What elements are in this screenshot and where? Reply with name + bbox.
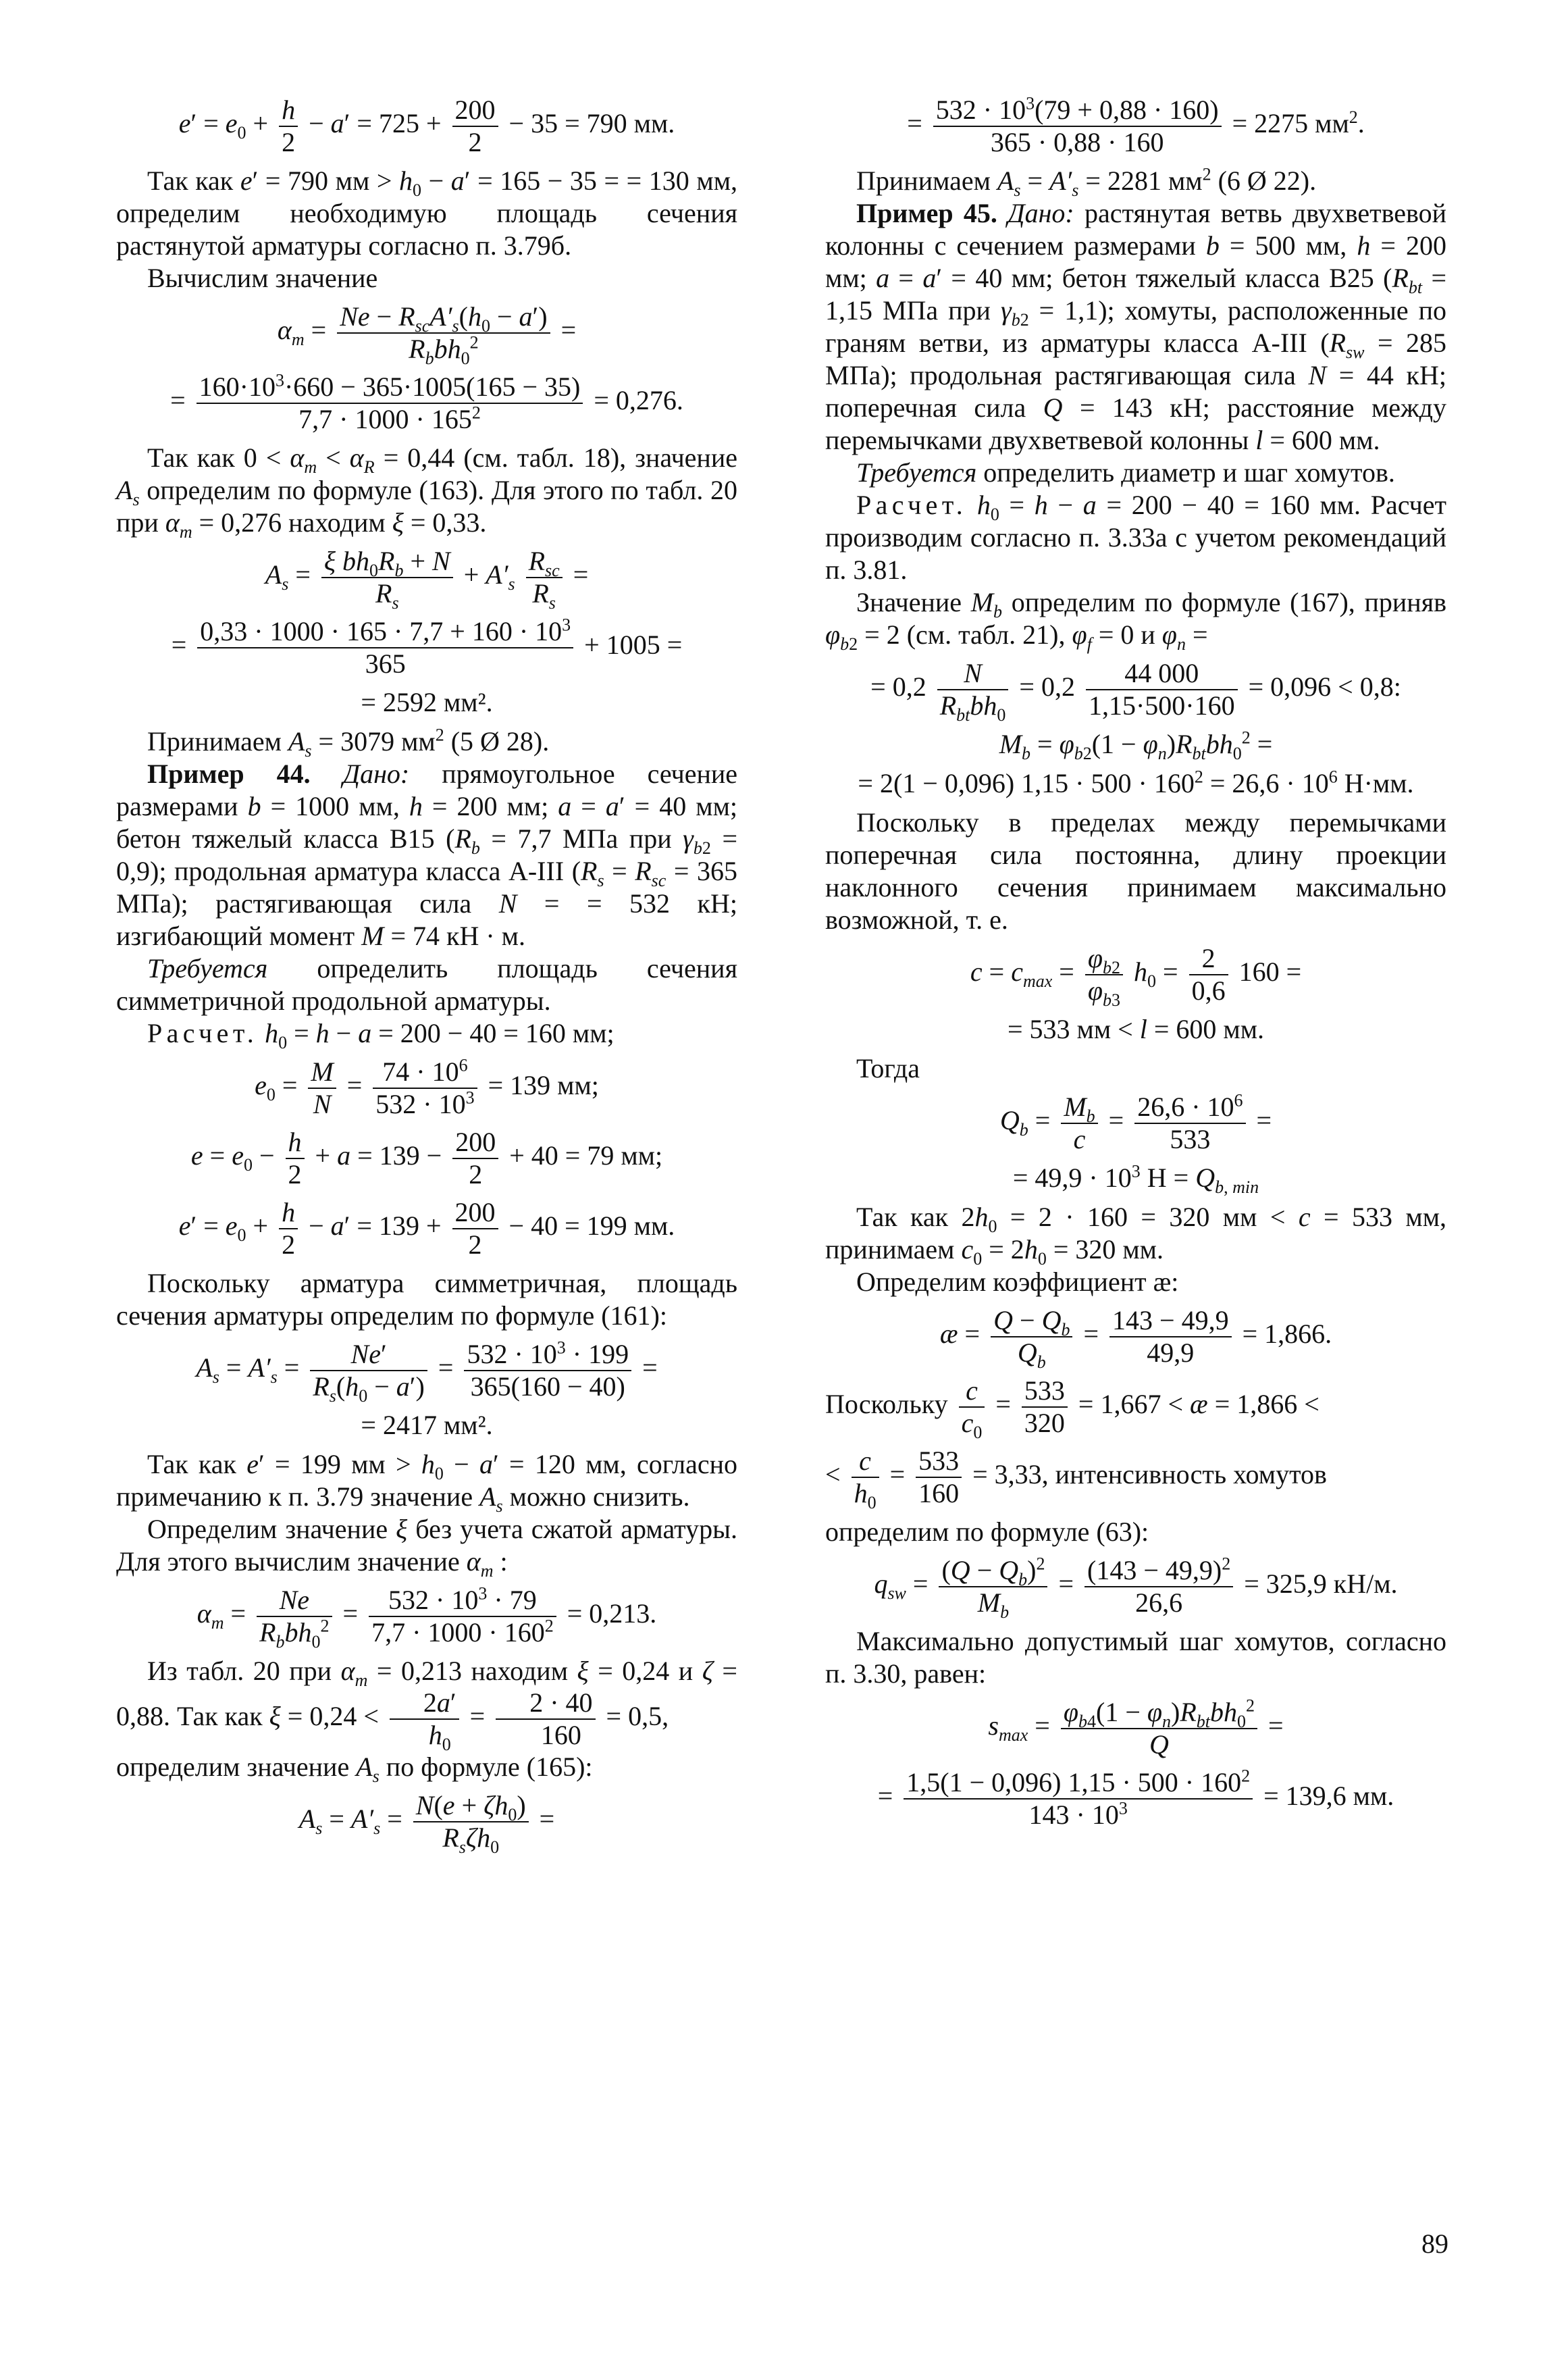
as-161-formula: $A_s = A'_s$ = $\frac{Ne'}{R_s(h_0 - a')}$ = $\frac{532 \cdot 10^3 \cdot 199}{365(160 - 40)}$ = (196, 1337, 658, 1406)
left-paragraph-8: Из табл. 20 при $\alpha_m = 0,213$ находим ξ = 0,24 и ζ = 0,88. Так как ξ = 0,24 < $\frac{2a'}{h_0}$ = $\frac{2 \cdot 40}{160}$ = 0,5, (116, 1656, 737, 1754)
example-45-title: Пример 45. (856, 198, 997, 228)
smax-value: = $\frac{1,5(1 - 0,096) 1,15 \cdot 500 \cdot 160^2}{143 \cdot 10^3}$ = 139,6 мм. (877, 1766, 1394, 1830)
e-formula: $e = e_0$ − $\frac{h}{2}$ + a = 139 − $\frac{200}{2}$ + 40 = 79 мм; (190, 1127, 663, 1190)
left-paragraph-7: Определим значение ξ без учета сжатой арматуры. Для этого вычислим значение $\alpha_m$ : (116, 1514, 737, 1581)
mb-formula: $M_b = \varphi_{b2}(1 - \varphi_n)R_{bt}bh_0^2$ = (999, 728, 1273, 763)
example-44: Пример 44. Дано: прямоугольное сечение размерами b = 1000 мм, h = 200 мм; a = a′ = 40 мм; бетон тяжелый класса B15 ($R_b = 7,7$ МПа при $\gamma_{b2} = 0,9$); продольная арматура класса A-III ($R_s = R_{sc} = 365$ МПа); растягивающая сила N = = 532 кН; изгибающий момент M = 74 кН · м. (116, 759, 738, 951)
right-paragraph-4: Так как $2h_0 = 2 \cdot 160 = 320$ мм < c = 533 мм, принимаем $c_0 = 2h_0 = 320$ мм. (825, 1202, 1447, 1269)
example-44-calc: Расчет. $h_0 = h - a = 200 - 40 = 160$ мм; (147, 1018, 615, 1052)
e0-formula: $e_0$ = $\frac{M}{N}$ = $\frac{74 \cdot 10^6}{532 \cdot 10^3}$ = 139 мм; (255, 1055, 599, 1119)
example-45-required: Требуется определить диаметр и шаг хомутов. (856, 457, 1395, 488)
left-paragraph-4: Принимаем $A_s = 3079$ $мм^2$ (5 Ø 28). (147, 725, 550, 761)
right-paragraph-6: определим по формуле (63): (825, 1516, 1149, 1547)
example-45-calc: Расчет. $h_0 = h - a = 200 - 40 = 160$ мм. Расчет производим согласно п. 3.33а с учетом рекомендаций п. 3.81. (825, 490, 1447, 585)
left-paragraph-6: Так как e′ = 199 мм > $h_0 - a' = 120$ мм, согласно примечанию к п. 3.79 значение $A_s$ можно снизить. (116, 1449, 738, 1516)
c-formula: $c = c_{max}$ = $\frac{\varphi_{b2}}{\varphi_{b3}}$ $h_0$ = $\frac{2}{0,6}$ 160 = (970, 943, 1302, 1010)
left-paragraph-2: Вычислим значение (147, 263, 378, 293)
as-165-value: = $\frac{532 \cdot 10^3(79 + 0,88 \cdot 160)}{365 \cdot 0,88 \cdot 160}$ = 2275 $мм^2$. (907, 93, 1365, 157)
since-line: Поскольку $\frac{c}{c_0}$ = $\frac{533}{320}$ = 1,667 < æ = 1,866 < (825, 1375, 1319, 1442)
then-label: Тогда (856, 1053, 920, 1083)
mb-value: = 2(1 − 0,096) $1,15 \cdot 500 \cdot 160^2 = 26,6 \cdot 10^6$ Н·мм. (858, 767, 1414, 798)
phi-n-formula: = 0,2 $\frac{N}{R_{bt}bh_0}$ = 0,2 $\frac{44 000}{1,15\cdot 500\cdot 160}$ = 0,096 < 0,8: (870, 658, 1401, 725)
left-paragraph-3: Так как $0 < \alpha_m < \alpha_R = 0,44$ (см. табл. 18), значение $A_s$ определим по формуле (163). Для этого по табл. 20 при $\alpha_m = 0,276$ находим ξ = 0,33. (116, 442, 738, 542)
qb-formula: $Q_b$ = $\frac{M_b}{c}$ = $\frac{26,6 \cdot 10^6}{533}$ = (999, 1090, 1272, 1154)
qb-value: = $49,9 \cdot 10^3$ $Н = Q_{b, min}$ (1012, 1161, 1259, 1197)
qsw-formula: $q_{sw}$ = $\frac{(Q - Q_b)^2}{M_b}$ = $\frac{(143 - 49,9)^2}{26,6}$ = 325,9 кН/м. (874, 1554, 1398, 1622)
as-result: = 2592 мм². (361, 687, 493, 717)
right-paragraph-2: Значение $M_b$ определим по формуле (167), приняв $\varphi_{b2} = 2$ (см. табл. 21), $\varphi_f = 0$ и $\varphi_n$ = (825, 587, 1446, 654)
left-column (116, 88, 737, 1860)
as-165-formula: $A_s = A'_s$ = $\frac{N(e + \zeta h_0)}{R_s\zeta h_0}$ = (298, 1790, 555, 1857)
left-paragraph-5: Поскольку арматура симметричная, площадь сечения арматуры определим по формуле (161): (116, 1268, 737, 1331)
example-44-title: Пример 44. (147, 759, 311, 789)
right-paragraph-7: Максимально допустимый шаг хомутов, согласно п. 3.30, равен: (825, 1626, 1446, 1689)
c-value: = 533 мм < l = 600 мм. (1007, 1014, 1265, 1044)
left-eprime-formula: $e' = e_0$ + $\frac{h}{2}$ − a′ = 725 + $\frac{200}{2}$ − 35 = 790 мм. (178, 95, 675, 157)
since-line-2: < $\frac{c}{h_0}$ = $\frac{533}{160}$ = 3,33, интенсивность хомутов (825, 1446, 1327, 1512)
example-44-given: Дано: (342, 759, 410, 789)
right-paragraph-5: Определим коэффициент æ: (856, 1267, 1179, 1297)
example-44-required: Требуется определить площадь сечения симметричной продольной арматуры. (116, 953, 737, 1016)
right-paragraph-1: Принимаем $A_s = A'_s = 2281$ $мм^2$ (6 Ø 22). (856, 164, 1317, 200)
as-formula: $A_s$ = $\frac{\xi bh_0R_b + N}{R_s}$ + $A'_s$ $\frac{R_{sc}}{R_s}$ = (265, 546, 589, 613)
as-value: = $\frac{0,33 \cdot 1000 \cdot 165 \cdot 7,7 + 160 \cdot 10^3}{365}$ + 1005 = (171, 615, 683, 679)
right-paragraph-3: Поскольку в пределах между перемычками поперечная сила постоянна, длину проекции наклонного сечения принимаем максимально возможной, т. е. (825, 807, 1446, 935)
alpha-m-formula: $\alpha_m$ = $\frac{Ne - R_{sc}A'_s(h_0 - a')}{R_bbh_0^2}$ = (277, 301, 577, 368)
example-45: Пример 45. Дано: растянутая ветвь двухветвевой колонны с сечением размерами b = 500 мм, h = 200 мм; a = a′ = 40 мм; бетон тяжелый класса B25 ($R_{bt} = 1,15$ МПа при $\gamma_{b2} = 1,1$); хомуты, расположенные по граням ветви, из арматуры класса A-III ($R_{sw} = 285$ МПа); продольная растягивающая сила N = 44 кН; поперечная сила Q = 143 кН; расстояние между перемычками двухветвевой колонны l = 600 мм. (825, 198, 1447, 455)
alpha-m-value: = $\frac{160\cdot 10^3\cdot 660 - 365\cdot 1005(165 - 35)}{7,7 \cdot 1000 \cdot 165^2}$ = 0,276. (170, 370, 683, 434)
left-paragraph-9: определим значение $A_s$ по формуле (165): (116, 1752, 593, 1786)
as-161-result: = 2417 мм². (361, 1410, 493, 1440)
eprime-formula-2: $e' = e_0$ + $\frac{h}{2}$ − a′ = 139 + $\frac{200}{2}$ − 40 = 199 мм. (178, 1197, 675, 1260)
ae-formula: æ = $\frac{Q - Q_b}{Q_b}$ = $\frac{143 - 49,9}{49,9}$ = 1,866. (939, 1305, 1332, 1372)
smax-formula: $s_{max}$ = $\frac{\varphi_{b4}(1 - \varphi_n)R_{bt}bh_0^2}{Q}$ = (988, 1695, 1284, 1760)
left-paragraph-1: Так как e′ = 790 мм > $h_0 - a' = 165 - 35$ = = 130 мм, определим необходимую площадь сечения растянутой арматуры согласно п. 3.79б. (116, 165, 738, 261)
right-column (825, 88, 1446, 1837)
page-number: 89 (1421, 2228, 1448, 2259)
alpha-m-2-formula: $\alpha_m$ = $\frac{Ne}{R_bbh_0^2}$ = $\frac{532 \cdot 10^3 \cdot 79}{7,7 \cdot 1000 \cdot 160^2}$ = 0,213. (197, 1583, 657, 1652)
example-45-given: Дано: (1008, 198, 1074, 228)
